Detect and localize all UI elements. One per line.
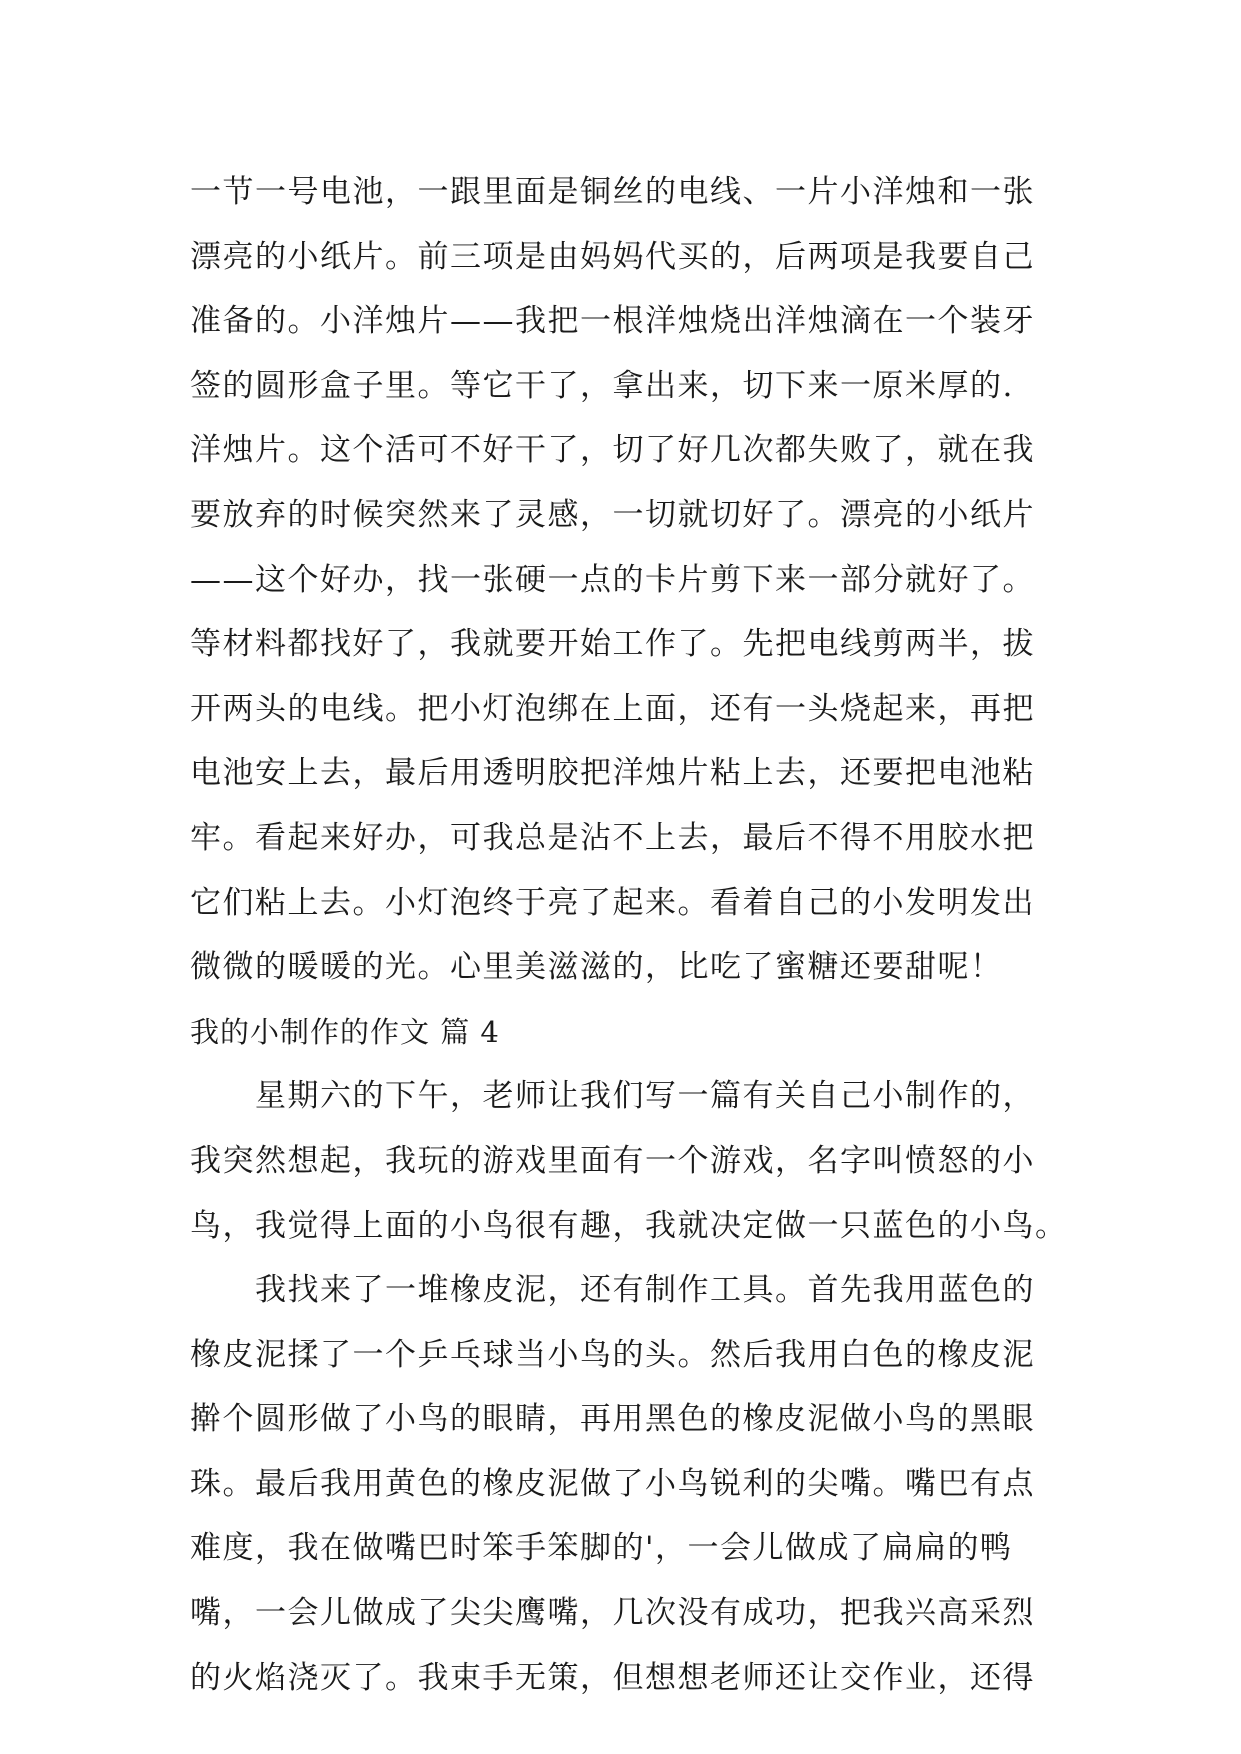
text-line: 珠。最后我用黄色的橡皮泥做了小鸟锐利的尖嘴。嘴巴有点: [190, 1465, 1035, 1502]
text-line: 鸟，我觉得上面的小鸟很有趣，我就决定做一只蓝色的小鸟。: [190, 1207, 1068, 1244]
section-heading: 我的小制作的作文 篇 4: [190, 1014, 500, 1049]
text-line: 一节一号电池，一跟里面是铜丝的电线、一片小洋烛和一张: [190, 174, 1035, 210]
text-line: 牢。看起来好办，可我总是沾不上去，最后不得不用胶水把: [190, 819, 1035, 856]
text-line: 嘴，一会儿做成了尖尖鹰嘴，几次没有成功，把我兴高采烈: [190, 1595, 1035, 1632]
text-line: 准备的。小洋烛片——我把一根洋烛烧出洋烛滴在一个装牙: [190, 303, 1035, 340]
text-line: 橡皮泥揉了一个乒乓球当小鸟的头。然后我用白色的橡皮泥: [190, 1336, 1035, 1373]
text-line: 我突然想起，我玩的游戏里面有一个游戏，名字叫愤怒的小: [190, 1142, 1035, 1179]
text-line: 签的圆形盒子里。等它干了，拿出来，切下来一原米厚的.: [190, 367, 1014, 404]
text-line: 我找来了一堆橡皮泥，还有制作工具。首先我用蓝色的: [190, 1272, 1035, 1309]
text-line: 它们粘上去。小灯泡终于亮了起来。看着自己的小发明发出: [190, 884, 1035, 921]
text-line: 洋烛片。这个活可不好干了，切了好几次都失败了，就在我: [190, 432, 1035, 469]
text-line: 漂亮的小纸片。前三项是由妈妈代买的，后两项是我要自己: [190, 238, 1035, 275]
text-line: 的火焰浇灭了。我束手无策，但想想老师还让交作业，还得: [190, 1659, 1035, 1696]
text-line: 难度，我在做嘴巴时笨手笨脚的'，一会儿做成了扁扁的鸭: [190, 1530, 1013, 1567]
text-line: 电池安上去，最后用透明胶把洋烛片粘上去，还要把电池粘: [190, 755, 1035, 792]
text-line: 等材料都找好了，我就要开始工作了。先把电线剪两半，拔: [190, 626, 1035, 663]
text-line: 要放弃的时候突然来了灵感，一切就切好了。漂亮的小纸片: [190, 496, 1035, 533]
text-line: 擀个圆形做了小鸟的眼睛，再用黑色的橡皮泥做小鸟的黑眼: [190, 1401, 1035, 1438]
text-line: 微微的暖暖的光。心里美滋滋的，比吃了蜜糖还要甜呢！: [190, 949, 1003, 986]
document-body: [190, 160, 1080, 1710]
text-line: 开两头的电线。把小灯泡绑在上面，还有一头烧起来，再把: [190, 690, 1035, 727]
text-line: 星期六的下午，老师让我们写一篇有关自己小制作的，: [190, 1078, 1035, 1115]
text-line: ——这个好办，找一张硬一点的卡片剪下来一部分就好了。: [190, 561, 1035, 598]
